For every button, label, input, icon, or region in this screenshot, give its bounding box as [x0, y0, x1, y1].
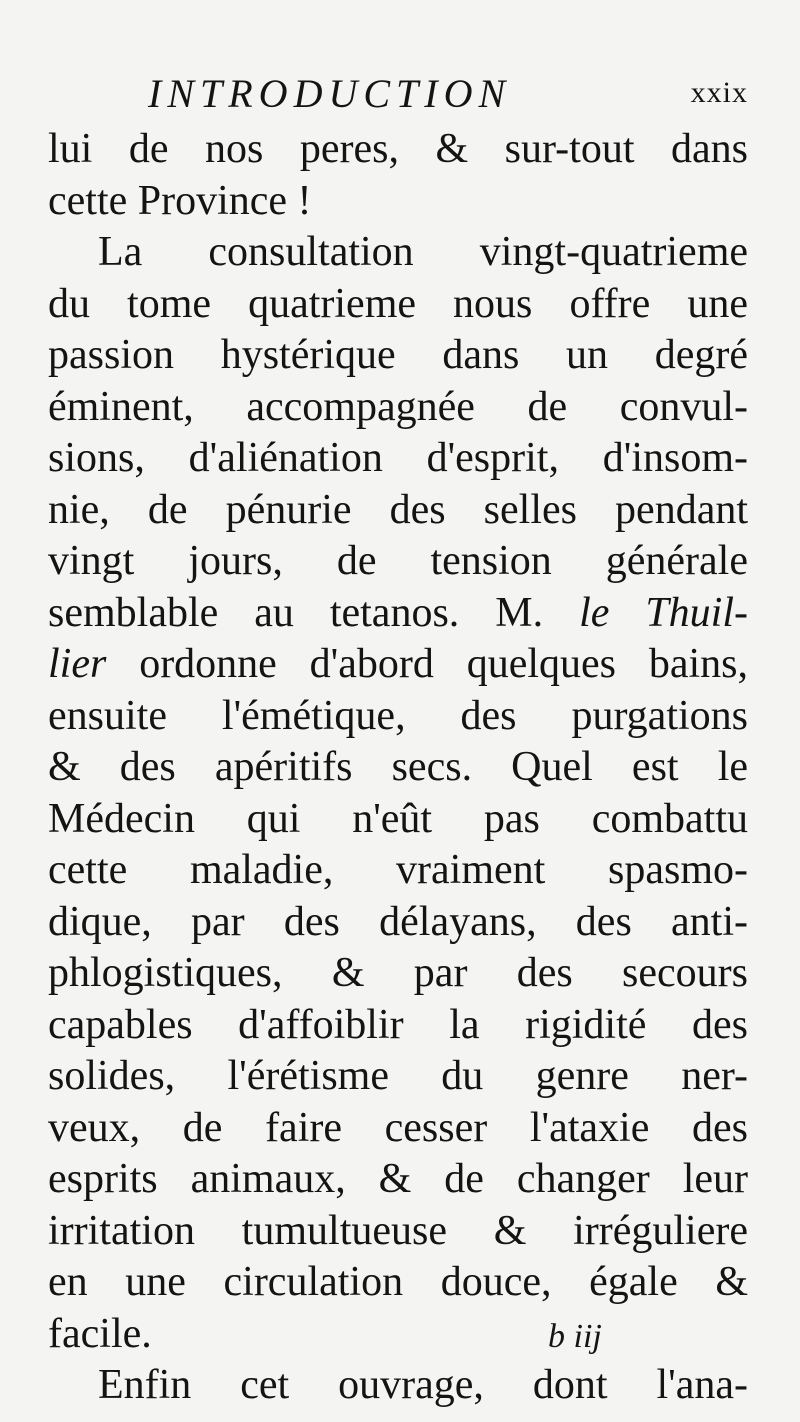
page-header: [0, 64, 800, 124]
text-line-with-name: [48, 588, 748, 640]
text-line: nie, de pénurie des selles pendant: [48, 486, 748, 533]
text-line: du tome quatrieme nous offre une: [48, 280, 748, 327]
signature-mark: b iij: [548, 1318, 602, 1355]
text-line: éminent, accompagnée de convul-: [48, 383, 748, 430]
text-line: esprits animaux, & de changer leur: [48, 1156, 748, 1202]
running-head: INTRODUCTION: [148, 71, 512, 116]
page-footer: [0, 1318, 800, 1368]
text-line: dique, par des délayans, des anti-: [48, 898, 748, 945]
page-number: xxix: [690, 76, 748, 109]
text-line: lui de nos peres, & sur-tout dans: [48, 126, 748, 172]
text-line: irritation tumultueuse & irréguliere: [48, 1207, 748, 1254]
text-line: cette maladie, vraiment spasmo-: [48, 847, 748, 893]
text-line: vingt jours, de tension générale: [48, 538, 748, 584]
text-line: capables d'affoiblir la rigidité des: [48, 1001, 748, 1048]
text-line: passion hystérique dans un degré: [48, 332, 748, 378]
text-line: veux, de faire cesser l'ataxie des: [48, 1104, 748, 1151]
text-line: phlogistiques, & par des secours: [48, 950, 748, 996]
person-name: lier: [48, 641, 107, 687]
text-line: ensuite l'émétique, des purgations: [48, 692, 748, 739]
body-text: [48, 124, 748, 1412]
text-line: & des apéritifs secs. Quel est le: [48, 744, 748, 790]
text-line: cette Province !: [48, 177, 312, 224]
text-fragment: ordonne d'abord quelques bains,: [139, 641, 749, 687]
text-line: Enfin cet ouvrage, dont l'ana-: [98, 1362, 748, 1408]
person-prefix: M.: [495, 589, 544, 636]
text-line-with-name: [48, 639, 748, 691]
person-name: le Thuil-: [579, 589, 749, 636]
text-line: facile.: [48, 1310, 152, 1357]
text-line: en une circulation douce, égale &: [48, 1259, 748, 1305]
text-line: sions, d'aliénation d'esprit, d'insom-: [48, 435, 748, 481]
text-fragment: semblable au tetanos.: [48, 589, 460, 636]
text-line: solides, l'érétisme du genre ner-: [48, 1053, 748, 1099]
text-line: Médecin qui n'eût pas combattu: [48, 795, 748, 842]
text-line: La consultation vingt-quatrieme: [98, 229, 748, 275]
